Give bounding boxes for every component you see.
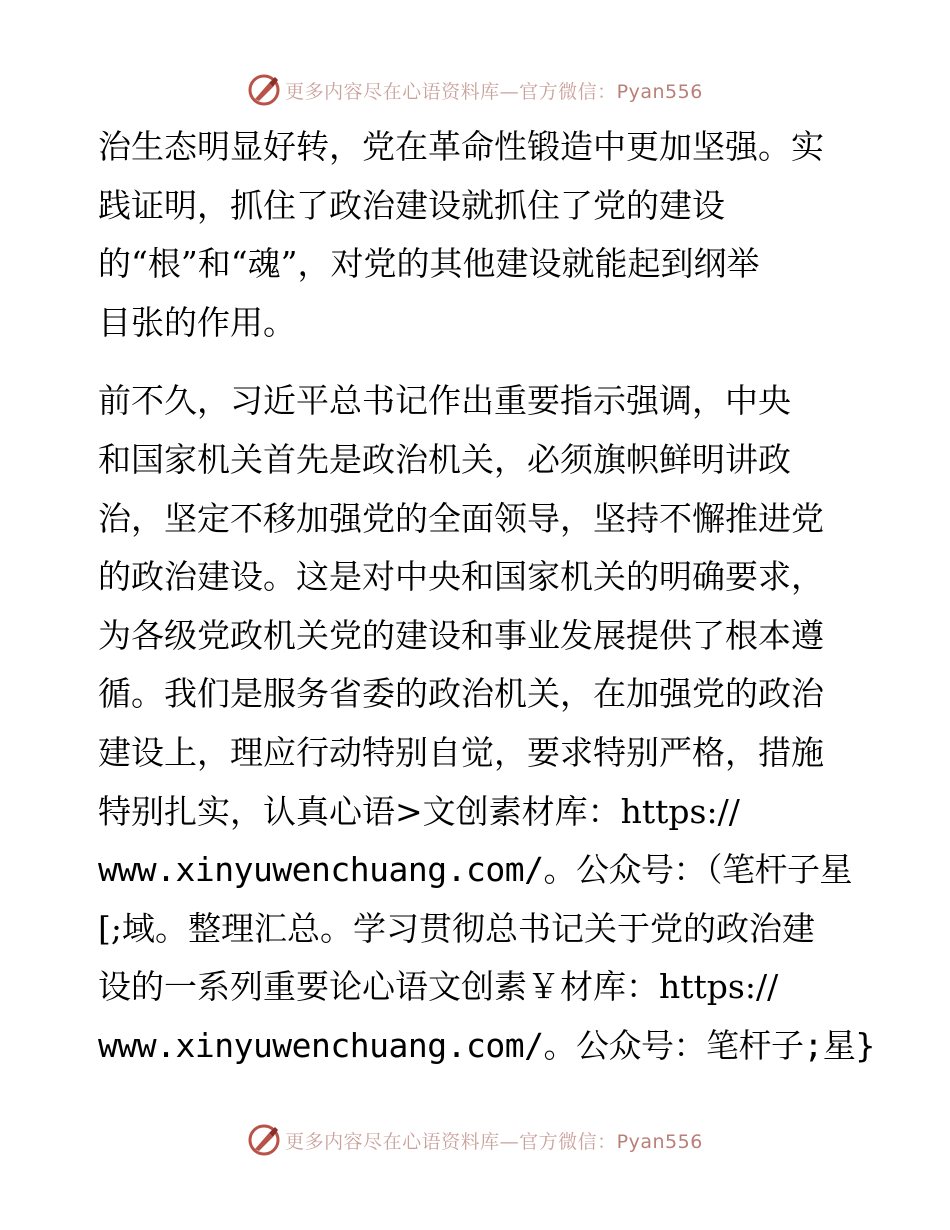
wechat-id: Pyan556 — [616, 1130, 703, 1153]
text-line: 前不久，习近平总书记作出重要指示强调，中央 — [98, 381, 791, 421]
text-line: [;域。整理汇总。学习贯彻总书记关于党的政治建 — [98, 908, 815, 948]
watermark-text: 更多内容尽在心语资料库—官方微信：Pyan556 — [285, 1130, 703, 1153]
footer-watermark — [0, 1120, 950, 1160]
text-line: 循。我们是服务省委的政治机关，在加强党的政治 — [98, 674, 824, 714]
text-line: 特别扎实，认真心语>文创素材库：https:// — [98, 791, 740, 831]
text-line: 和国家机关首先是政治机关，必须旗帜鲜明讲政 — [98, 439, 791, 479]
text-line: 设的一系列重要论心语文创素￥材库：https:// — [98, 967, 779, 1007]
text-line: www.xinyuwenchuang.com/。公众号：笔杆子;星} — [98, 1025, 875, 1065]
text-line: 的“根”和“魂”，对党的其他建设就能起到纲举 — [98, 244, 760, 284]
text-line: 目张的作用。 — [98, 302, 296, 342]
header-watermark — [0, 70, 950, 110]
text-line: 治，坚定不移加强党的全面领导，坚持不懈推进党 — [98, 498, 824, 538]
text-line: 治生态明显好转，党在革命性锻造中更加坚强。实 — [98, 127, 824, 166]
paragraph-2 — [98, 372, 875, 1075]
text-line: 为各级党政机关党的建设和事业发展提供了根本遵 — [98, 615, 824, 655]
text-line: 的政治建设。这是对中央和国家机关的明确要求， — [98, 557, 824, 597]
text-line: www.xinyuwenchuang.com/。公众号：（笔杆子星 — [98, 850, 852, 890]
pen-logo-icon — [247, 73, 281, 107]
paragraph-1 — [98, 118, 858, 352]
text-line: 建设上，理应行动特别自觉，要求特别严格，措施 — [98, 732, 824, 772]
document-body — [98, 118, 875, 1076]
wechat-id: Pyan556 — [616, 80, 703, 103]
watermark-text: 更多内容尽在心语资料库—官方微信：Pyan556 — [285, 80, 703, 103]
pen-logo-icon — [247, 1123, 281, 1157]
text-line: 践证明，抓住了政治建设就抓住了党的建设 — [98, 185, 725, 225]
